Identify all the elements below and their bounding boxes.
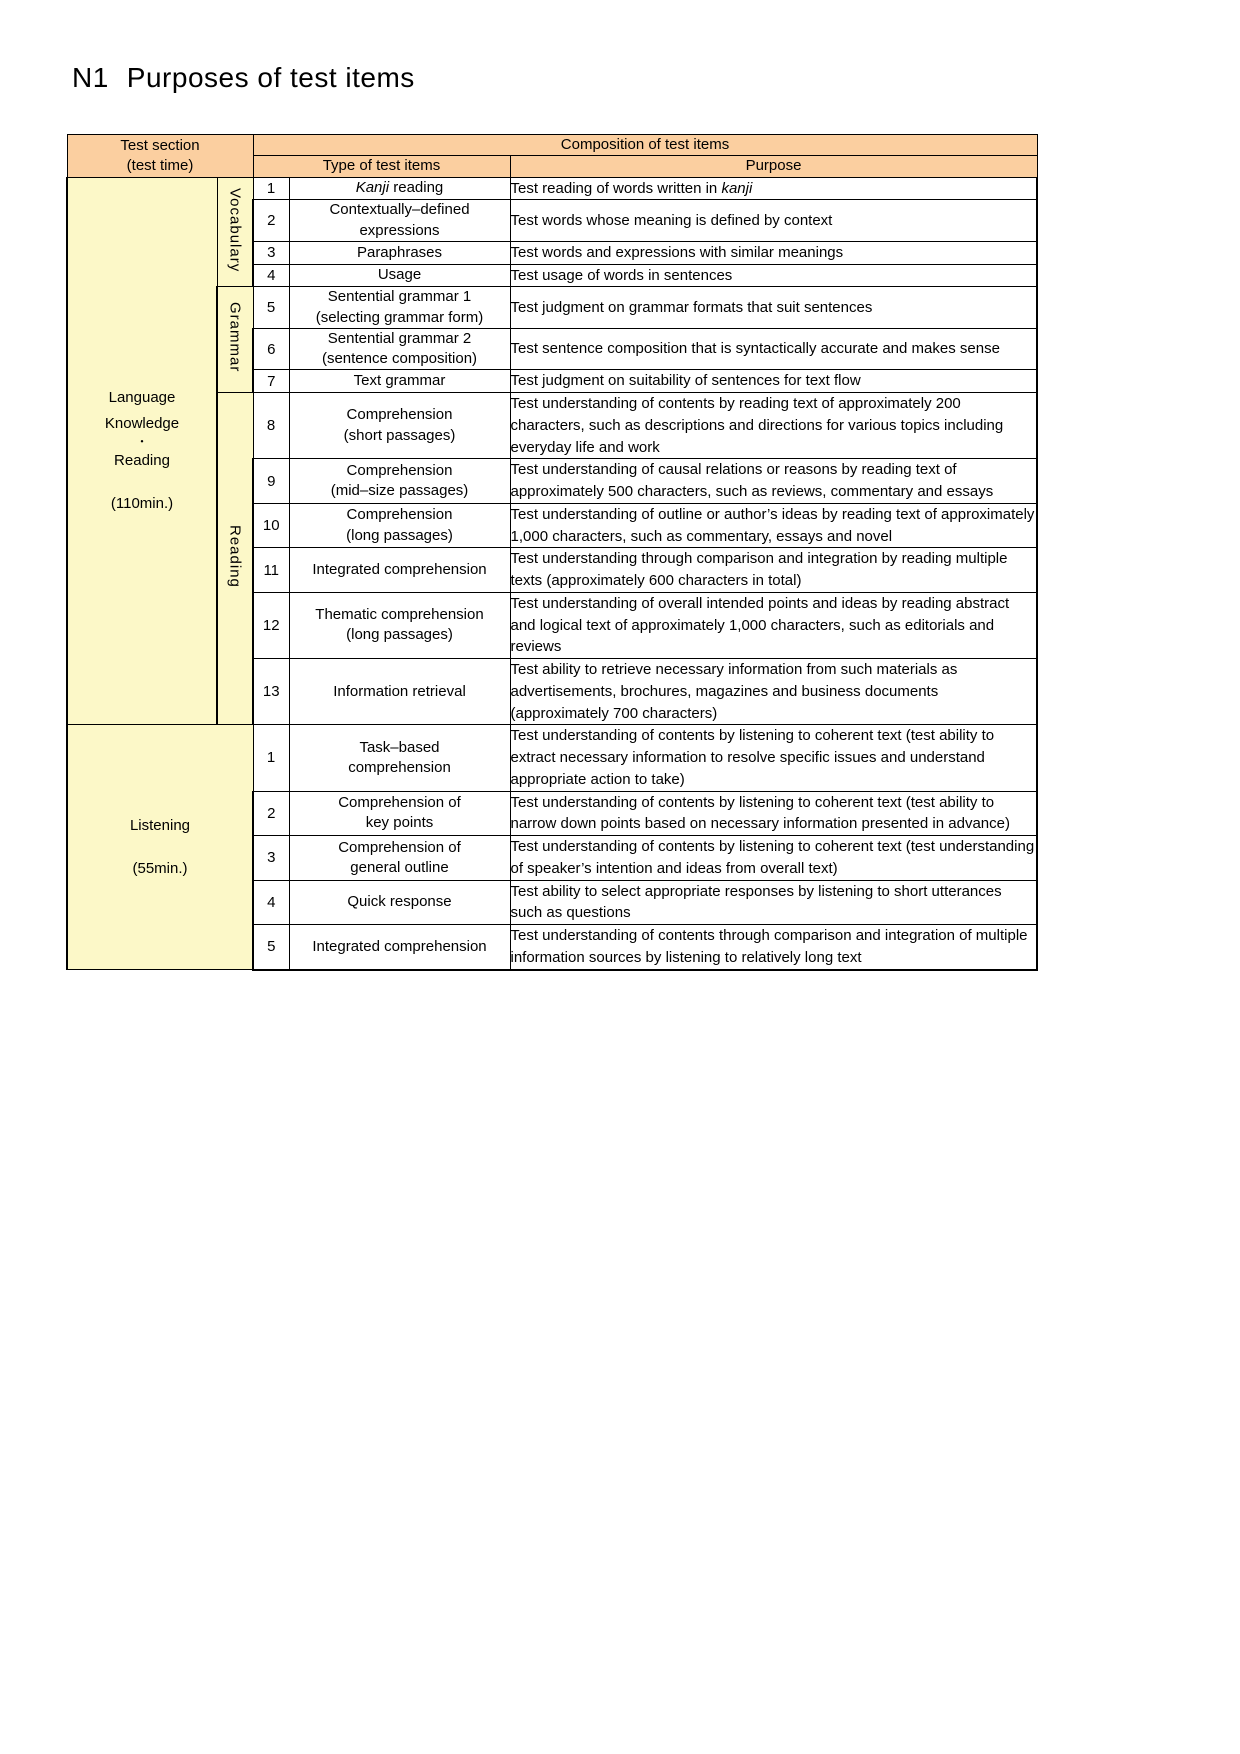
table-body bbox=[67, 177, 1037, 970]
section-name-line1: Language bbox=[108, 389, 176, 407]
item-purpose: Test understanding of contents by listening to coherent text (test ability to extract necessary information to resolve specific issues and understand appropriate action to take) bbox=[510, 725, 1037, 791]
item-number: 5 bbox=[253, 925, 289, 970]
item-number: 2 bbox=[253, 200, 289, 242]
item-number: 3 bbox=[253, 241, 289, 264]
subcategory-label: Reading bbox=[226, 525, 244, 589]
item-type: Sentential grammar 1 (selecting grammar form) bbox=[289, 287, 510, 329]
header-test-section-line2: (test time) bbox=[126, 156, 194, 174]
item-number: 4 bbox=[253, 880, 289, 925]
item-purpose: Test understanding of contents by reading text of approximately 200 characters, such as descriptions and directions for various topics including everyday life and work bbox=[510, 393, 1037, 459]
item-purpose: Test words whose meaning is defined by context bbox=[510, 200, 1037, 242]
item-purpose: Test understanding of outline or author’s ideas by reading text of approximately 1,000 characters, such as commentary, essays and novel bbox=[510, 503, 1037, 548]
table-row bbox=[67, 177, 1037, 200]
item-type: Quick response bbox=[289, 880, 510, 925]
header-test-section bbox=[67, 135, 253, 178]
item-type: Task–based comprehension bbox=[289, 725, 510, 791]
item-number: 7 bbox=[253, 370, 289, 393]
title-text: Purposes of test items bbox=[126, 62, 415, 93]
item-type: Contextually–defined expressions bbox=[289, 200, 510, 242]
item-type: Sentential grammar 2 (sentence composition) bbox=[289, 328, 510, 370]
item-purpose: Test understanding of contents by listening to coherent text (test ability to narrow down points based on necessary information presented in advance) bbox=[510, 791, 1037, 836]
page-title bbox=[72, 62, 1240, 94]
item-type: Paraphrases bbox=[289, 241, 510, 264]
item-purpose: Test sentence composition that is syntactically accurate and makes sense bbox=[510, 328, 1037, 370]
item-number: 10 bbox=[253, 503, 289, 548]
item-type: Comprehension (long passages) bbox=[289, 503, 510, 548]
item-number: 4 bbox=[253, 264, 289, 287]
item-purpose: Test reading of words written in kanji bbox=[510, 177, 1037, 200]
item-purpose: Test usage of words in sentences bbox=[510, 264, 1037, 287]
item-purpose: Test understanding of overall intended points and ideas by reading abstract and logical text of approximately 1,000 characters, such as editorials and reviews bbox=[510, 592, 1037, 658]
item-type: Comprehension of key points bbox=[289, 791, 510, 836]
item-number: 2 bbox=[253, 791, 289, 836]
section-name-line1: Listening bbox=[129, 816, 191, 834]
item-type: Integrated comprehension bbox=[289, 548, 510, 593]
section-label-cell bbox=[67, 725, 253, 970]
item-type: Kanji reading bbox=[289, 177, 510, 200]
item-type: Integrated comprehension bbox=[289, 925, 510, 970]
subcategory-reading bbox=[217, 393, 253, 725]
header-type-of-test-items: Type of test items bbox=[253, 156, 510, 177]
item-number: 1 bbox=[253, 725, 289, 791]
item-purpose: Test understanding of contents by listening to coherent text (test understanding of speaker’s intention and ideas from overall text) bbox=[510, 836, 1037, 881]
section-test-time: (110min.) bbox=[110, 495, 174, 513]
item-number: 12 bbox=[253, 592, 289, 658]
header-row-1 bbox=[67, 135, 1037, 156]
table-row bbox=[67, 725, 1037, 791]
item-number: 9 bbox=[253, 459, 289, 504]
item-number: 5 bbox=[253, 287, 289, 329]
subcategory-vocabulary bbox=[217, 177, 253, 287]
item-purpose: Test judgment on grammar formats that suit sentences bbox=[510, 287, 1037, 329]
item-number: 3 bbox=[253, 836, 289, 881]
item-purpose: Test words and expressions with similar meanings bbox=[510, 241, 1037, 264]
level-label: N1 bbox=[72, 62, 109, 93]
item-number: 1 bbox=[253, 177, 289, 200]
item-type: Comprehension of general outline bbox=[289, 836, 510, 881]
item-type: Usage bbox=[289, 264, 510, 287]
subcategory-label: Vocabulary bbox=[226, 187, 244, 272]
section-name-line3: Reading bbox=[114, 451, 170, 469]
item-purpose: Test ability to retrieve necessary information from such materials as advertisements, brochures, magazines and business documents (approximately 700 characters) bbox=[510, 659, 1037, 725]
subcategory-grammar bbox=[217, 287, 253, 393]
section-label-cell bbox=[67, 177, 217, 725]
item-number: 8 bbox=[253, 393, 289, 459]
item-purpose: Test understanding of causal relations or reasons by reading text of approximately 500 characters, such as reviews, commentary and essays bbox=[510, 459, 1037, 504]
item-number: 6 bbox=[253, 328, 289, 370]
item-number: 13 bbox=[253, 659, 289, 725]
item-purpose: Test judgment on suitability of sentences for text flow bbox=[510, 370, 1037, 393]
item-type: Text grammar bbox=[289, 370, 510, 393]
header-composition: Composition of test items bbox=[253, 135, 1037, 156]
item-number: 11 bbox=[253, 548, 289, 593]
table-header bbox=[67, 135, 1037, 178]
header-purpose: Purpose bbox=[510, 156, 1037, 177]
item-purpose: Test ability to select appropriate responses by listening to short utterances such as questions bbox=[510, 880, 1037, 925]
section-name-separator: ・ bbox=[135, 434, 149, 450]
item-type: Comprehension (short passages) bbox=[289, 393, 510, 459]
test-items-table bbox=[66, 134, 1038, 971]
item-type: Information retrieval bbox=[289, 659, 510, 725]
section-name-line2: Knowledge bbox=[104, 414, 180, 432]
item-purpose: Test understanding through comparison and integration by reading multiple texts (approximately 600 characters in total) bbox=[510, 548, 1037, 593]
header-test-section-line1: Test section bbox=[120, 136, 200, 154]
item-purpose: Test understanding of contents through comparison and integration of multiple information sources by listening to relatively long text bbox=[510, 925, 1037, 970]
section-test-time: (55min.) bbox=[132, 860, 188, 878]
item-type: Thematic comprehension (long passages) bbox=[289, 592, 510, 658]
item-type: Comprehension (mid–size passages) bbox=[289, 459, 510, 504]
subcategory-label: Grammar bbox=[226, 302, 244, 373]
